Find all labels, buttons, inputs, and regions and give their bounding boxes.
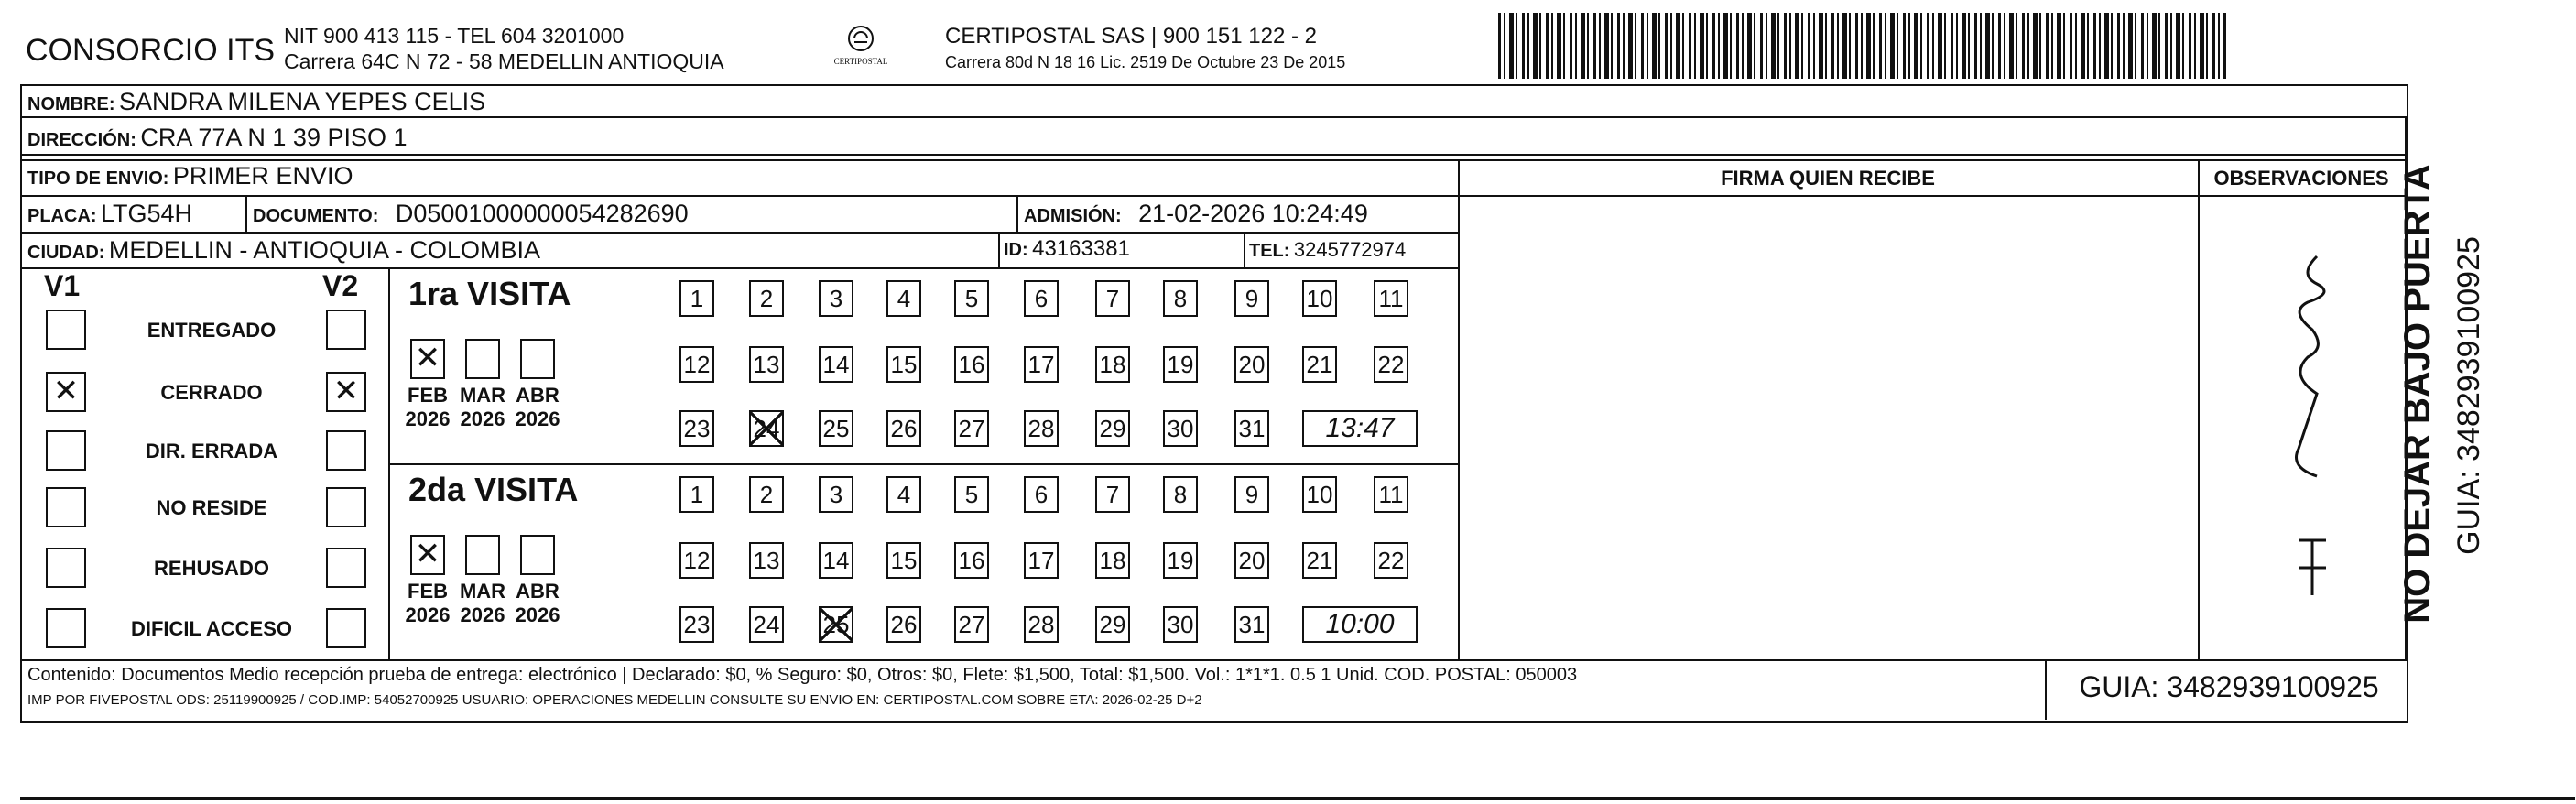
row-placa xyxy=(27,200,192,228)
month-year: 2026 xyxy=(515,603,560,626)
day-box[interactable]: 29 xyxy=(1095,410,1130,447)
footer-guia: GUIA: 3482939100925 xyxy=(2079,670,2379,703)
day-box[interactable]: 23 xyxy=(679,606,714,643)
id-value: 43163381 xyxy=(1032,236,1130,261)
day-box[interactable]: 2 xyxy=(749,476,784,513)
day-box[interactable]: 17 xyxy=(1024,346,1059,383)
footer-content: Contenido: Documentos Medio recepción prueba de entrega: electrónico | Declarado: $0, % Seguro: $0, Otros: $0, Flete: $1,500, Total: $1,500. Vol.: 1*1*1. 0.5 1 Unid. COD. POSTAL: 050003 xyxy=(27,665,1578,685)
day-box[interactable]: 18 xyxy=(1095,346,1130,383)
status-v2-checkbox[interactable] xyxy=(326,608,366,648)
day-box[interactable]: 4 xyxy=(886,280,921,317)
row-documento xyxy=(253,200,689,228)
logo-text: CERTIPOSTAL xyxy=(833,57,888,66)
status-label: DIFICIL ACCESO xyxy=(130,617,292,640)
day-box[interactable]: 4 xyxy=(886,476,921,513)
v1-header: V1 xyxy=(44,269,81,302)
status-v1-checkbox[interactable] xyxy=(46,487,86,527)
day-box[interactable]: 24 xyxy=(749,410,784,447)
day-box[interactable]: 18 xyxy=(1095,542,1130,579)
day-box[interactable]: 8 xyxy=(1163,280,1198,317)
month-label: MAR xyxy=(459,580,506,603)
tel-label: TEL: xyxy=(1249,241,1290,261)
month-checkbox[interactable] xyxy=(520,535,555,575)
day-box[interactable]: 16 xyxy=(954,542,989,579)
check-mark: ✕ xyxy=(414,536,441,572)
status-v2-checkbox[interactable] xyxy=(326,548,366,588)
day-box[interactable]: 29 xyxy=(1095,606,1130,643)
day-box[interactable]: 14 xyxy=(819,346,853,383)
visit-time[interactable]: 13:47 xyxy=(1302,410,1418,447)
day-box[interactable]: 10 xyxy=(1302,476,1337,513)
day-box[interactable]: 31 xyxy=(1234,410,1269,447)
status-v2-checkbox[interactable] xyxy=(326,372,366,412)
day-box[interactable]: 19 xyxy=(1163,542,1198,579)
status-v2-checkbox[interactable] xyxy=(326,310,366,350)
ciudad-value: MEDELLIN - ANTIOQUIA - COLOMBIA xyxy=(108,236,540,264)
check-mark xyxy=(328,489,364,526)
day-box[interactable]: 10 xyxy=(1302,280,1337,317)
month-label: ABR xyxy=(516,384,560,407)
status-label: REHUSADO xyxy=(154,557,269,580)
check-mark: ✕ xyxy=(332,373,360,409)
admision-value: 21-02-2026 10:24:49 xyxy=(1138,200,1368,227)
status-label: ENTREGADO xyxy=(147,319,277,342)
visit-title: 2da VISITA xyxy=(408,471,579,508)
day-box[interactable]: 30 xyxy=(1163,410,1198,447)
check-mark xyxy=(48,489,84,526)
check-mark xyxy=(522,537,553,573)
day-box[interactable]: 12 xyxy=(679,542,714,579)
observaciones-header: OBSERVACIONES xyxy=(2213,167,2389,190)
day-box[interactable]: 13 xyxy=(749,346,784,383)
barcode xyxy=(1498,13,2226,79)
check-mark: ✕ xyxy=(52,373,80,409)
placa-value: LTG54H xyxy=(101,200,193,227)
day-box[interactable]: 20 xyxy=(1234,542,1269,579)
day-box[interactable]: 9 xyxy=(1234,476,1269,513)
day-box[interactable]: 27 xyxy=(954,606,989,643)
row-tel xyxy=(1249,238,1406,262)
month-year: 2026 xyxy=(405,407,451,430)
day-box[interactable]: 17 xyxy=(1024,542,1059,579)
day-box[interactable]: 22 xyxy=(1374,542,1408,579)
day-box[interactable]: 2 xyxy=(749,280,784,317)
company-name: CONSORCIO ITS xyxy=(26,33,276,68)
row-id xyxy=(1004,236,1130,262)
check-mark xyxy=(48,610,84,646)
month-year: 2026 xyxy=(460,407,505,430)
status-v2-checkbox[interactable] xyxy=(326,487,366,527)
day-box[interactable]: 31 xyxy=(1234,606,1269,643)
month-year: 2026 xyxy=(515,407,560,430)
day-box[interactable]: 25 xyxy=(819,410,853,447)
day-box[interactable]: 28 xyxy=(1024,606,1059,643)
check-mark xyxy=(522,341,553,377)
status-label: NO RESIDE xyxy=(156,496,267,519)
day-box[interactable]: 30 xyxy=(1163,606,1198,643)
day-box[interactable]: 21 xyxy=(1302,346,1337,383)
direccion-value: CRA 77A N 1 39 PISO 1 xyxy=(140,124,408,151)
day-box[interactable]: 6 xyxy=(1024,476,1059,513)
status-v1-checkbox[interactable] xyxy=(46,310,86,350)
status-label: CERRADO xyxy=(160,381,263,404)
ciudad-label: CIUDAD: xyxy=(27,243,105,263)
v2-header: V2 xyxy=(322,269,359,302)
status-v1-checkbox[interactable] xyxy=(46,372,86,412)
day-box[interactable]: 16 xyxy=(954,346,989,383)
tel-value: 3245772974 xyxy=(1293,238,1407,261)
row-nombre xyxy=(27,88,485,116)
check-mark: ✕ xyxy=(414,340,441,376)
carrier-license: Carrera 80d N 18 16 Lic. 2519 De Octubre 23 De 2015 xyxy=(945,53,1346,71)
nombre-label: NOMBRE: xyxy=(27,94,115,114)
company-nit: NIT 900 413 115 - TEL 604 3201000 xyxy=(284,24,625,48)
row-tipo xyxy=(27,162,353,190)
day-box[interactable]: 5 xyxy=(954,476,989,513)
day-box[interactable]: 1 xyxy=(679,280,714,317)
month-checkbox[interactable] xyxy=(520,339,555,379)
check-mark xyxy=(48,432,84,469)
certipostal-logo xyxy=(824,24,897,71)
month-label: ABR xyxy=(516,580,560,603)
check-mark xyxy=(328,311,364,348)
carrier-info: CERTIPOSTAL SAS | 900 151 122 - 2 xyxy=(945,24,1317,49)
status-v1-checkbox[interactable] xyxy=(46,608,86,648)
month-label: FEB xyxy=(408,580,448,603)
visit-title: 1ra VISITA xyxy=(408,275,571,312)
tipo-value: PRIMER ENVIO xyxy=(172,162,353,190)
side-guia: GUIA: 3482939100925 xyxy=(2451,236,2486,555)
month-checkbox[interactable] xyxy=(465,535,500,575)
day-box[interactable]: 24 xyxy=(749,606,784,643)
side-warning: NO DEJAR BAJO PUERTA xyxy=(2397,164,2438,624)
day-box[interactable]: 26 xyxy=(886,606,921,643)
day-box[interactable]: 7 xyxy=(1095,280,1130,317)
documento-label: DOCUMENTO: xyxy=(253,206,379,226)
day-box[interactable]: 15 xyxy=(886,346,921,383)
footer-imp: IMP POR FIVEPOSTAL ODS: 25119900925 / COD.IMP: 54052700925 USUARIO: OPERACIONES MEDELLIN CONSULTE SU ENVIO EN: CERTIPOSTAL.COM SOBRE ETA: 2026-02-25 D+2 xyxy=(27,692,1202,708)
day-box[interactable]: 20 xyxy=(1234,346,1269,383)
day-box[interactable]: 8 xyxy=(1163,476,1198,513)
id-label: ID: xyxy=(1004,240,1028,260)
day-box[interactable]: 11 xyxy=(1374,280,1408,317)
direccion-label: DIRECCIÓN: xyxy=(27,130,136,150)
month-label: FEB xyxy=(408,384,448,407)
firma-header: FIRMA QUIEN RECIBE xyxy=(1721,167,1935,190)
day-box[interactable]: 22 xyxy=(1374,346,1408,383)
row-admision xyxy=(1024,200,1368,228)
month-checkbox[interactable] xyxy=(410,339,445,379)
admision-label: ADMISIÓN: xyxy=(1024,206,1122,226)
row-ciudad xyxy=(27,236,540,265)
day-box[interactable]: 15 xyxy=(886,542,921,579)
status-v1-checkbox[interactable] xyxy=(46,430,86,471)
tipo-label: TIPO DE ENVIO: xyxy=(27,168,169,189)
day-box[interactable]: 26 xyxy=(886,410,921,447)
day-box[interactable]: 19 xyxy=(1163,346,1198,383)
day-box[interactable]: 7 xyxy=(1095,476,1130,513)
status-v1-checkbox[interactable] xyxy=(46,548,86,588)
check-mark xyxy=(467,537,498,573)
placa-label: PLACA: xyxy=(27,206,97,226)
check-mark xyxy=(48,549,84,586)
day-box[interactable]: 1 xyxy=(679,476,714,513)
day-box[interactable]: 12 xyxy=(679,346,714,383)
check-mark xyxy=(328,432,364,469)
check-mark xyxy=(467,341,498,377)
day-box[interactable]: 9 xyxy=(1234,280,1269,317)
day-box[interactable]: 25 xyxy=(819,606,853,643)
check-mark xyxy=(48,311,84,348)
day-box[interactable]: 27 xyxy=(954,410,989,447)
status-label: DIR. ERRADA xyxy=(145,440,278,462)
month-year: 2026 xyxy=(460,603,505,626)
status-v2-checkbox[interactable] xyxy=(326,430,366,471)
day-box[interactable]: 6 xyxy=(1024,280,1059,317)
day-box[interactable]: 11 xyxy=(1374,476,1408,513)
day-box[interactable]: 28 xyxy=(1024,410,1059,447)
documento-value: D05001000000054282690 xyxy=(395,200,689,227)
month-label: MAR xyxy=(459,384,506,407)
check-mark xyxy=(328,610,364,646)
check-mark xyxy=(328,549,364,586)
day-box[interactable]: 21 xyxy=(1302,542,1337,579)
observation-signature xyxy=(2262,247,2344,614)
day-box[interactable]: 3 xyxy=(819,280,853,317)
month-year: 2026 xyxy=(405,603,451,626)
nombre-value: SANDRA MILENA YEPES CELIS xyxy=(119,88,486,115)
day-box[interactable]: 5 xyxy=(954,280,989,317)
day-box[interactable]: 13 xyxy=(749,542,784,579)
month-checkbox[interactable] xyxy=(410,535,445,575)
company-address: Carrera 64C N 72 - 58 MEDELLIN ANTIOQUIA xyxy=(284,49,724,73)
row-direccion xyxy=(27,124,408,152)
month-checkbox[interactable] xyxy=(465,339,500,379)
visit-time[interactable]: 10:00 xyxy=(1302,606,1418,643)
day-box[interactable]: 23 xyxy=(679,410,714,447)
day-box[interactable]: 14 xyxy=(819,542,853,579)
day-box[interactable]: 3 xyxy=(819,476,853,513)
